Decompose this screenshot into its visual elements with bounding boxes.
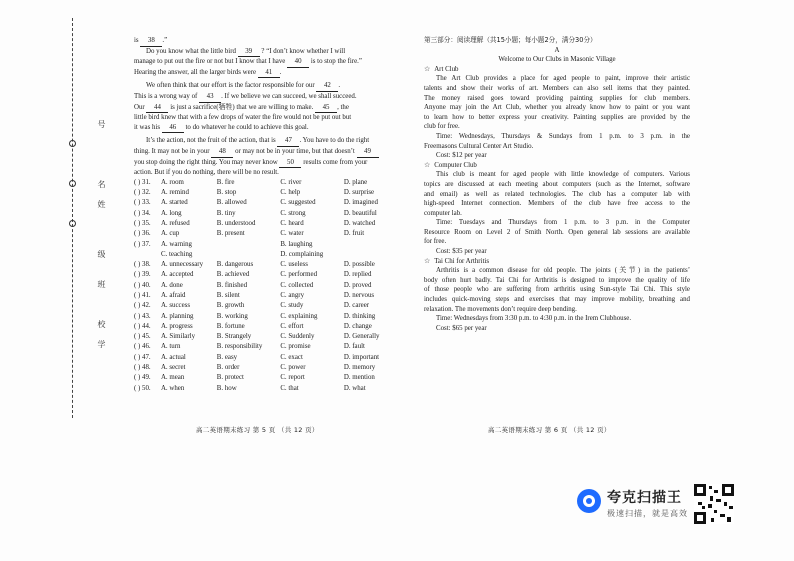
option-d: D. fault [343,343,365,351]
option-c: C. explaining [280,312,318,320]
option-b: B. stop [216,189,237,197]
option-d: D. important [343,353,380,361]
cloze-column [134,36,392,394]
option-b: B. tiny [216,209,236,217]
option-d [344,240,392,250]
club-name: Art Club [434,65,459,73]
question-number: ( ) 32. [134,189,151,197]
binding-label: 名 [97,180,106,188]
option-c: C. angry [280,291,305,299]
question-number: ( ) 36. [134,230,151,238]
option-d: D. thinking [343,312,376,320]
club-lines-line: to learn how to better express your creativity. Painting supplies are provided by the [424,113,690,121]
club-time_lines-line: Freemasons Cultural Center Art Studio. [424,142,534,150]
option-d: D. memory [343,364,376,372]
reading-column [424,36,690,333]
option-b: B. growth [216,302,245,310]
passage-line: it was his 46 to do whatever he could to achieve this goal. [134,123,392,134]
option-row [134,219,392,229]
club-lines-line: The Art Club provides a place for aged people to paint, improve their artistic [436,75,690,83]
option-row [134,312,392,322]
club-name: Tai Chi for Arthritis [434,257,490,265]
option-row [134,250,392,260]
club-lines-line: computer lab. [424,209,462,217]
option-row [134,353,392,363]
club-heading [424,257,690,267]
option-a: A. progress [160,322,193,330]
option-d: D. beautiful [343,209,377,217]
question-number [134,250,161,260]
option-a: A. mean [160,374,185,382]
passage-line: Our 44 is just a sacrifice(牺牲) that we are willing to make. 45 , the [134,103,392,114]
option-d: D. plane [343,178,368,186]
question-number: ( ) 48. [134,364,151,372]
question-number: ( ) 42. [134,302,151,310]
binding-hole [69,220,76,227]
option-d: D. fruit [343,230,365,238]
option-c: C. strong [280,209,306,217]
watermark-title: 夸克扫描王 [607,490,682,506]
option-b: B. how [216,384,237,392]
scanner-logo-icon [577,489,601,513]
option-d: D. nervous [343,291,375,299]
option-d: D. mention [343,374,375,382]
option-a: A. planning [160,312,194,320]
club-cost: Cost: $35 per year [436,248,487,256]
club-heading [424,161,690,171]
passage-line: little bird knew that with a few drops of water the fire would not be put out but [134,114,352,122]
club-cost: Cost: $65 per year [436,324,487,332]
passage-line: is 38 .” [134,36,392,47]
option-b: B. order [216,364,240,372]
option-b: B. fortune [216,322,245,330]
binding-hole [69,140,76,147]
option-a: A. afraid [160,291,186,299]
option-b: B. dangerous [216,261,254,269]
option-d: D. Generally [343,333,380,341]
passage-line: you stop doing the right thing. You may never know 50 results come from your [134,158,392,169]
option-b: B. understood [216,219,256,227]
option-c: B. laughing [280,240,313,248]
club-time_lines-line: for free. [424,238,447,246]
passage-line: Do you know what the little bird 39 ? “I don’t know whether I will [134,47,392,58]
passage-line: Hearing the answer, all the larger birds were 41 . [134,68,392,79]
option-c: C. useless [280,261,308,269]
option-b: B. finished [216,281,248,289]
passage-line: thing. It may not be in your 48 or may not be in your time, but that doesn’t 49 [134,147,392,158]
star-icon: ☆ [424,161,431,169]
club-lines-line: high-speed Internet connection. Members of the club have free access to the [424,200,690,208]
option-c: C. power [280,364,306,372]
option-d: D. what [343,384,366,392]
option-a: A. refused [160,219,190,227]
club-lines-line: talents and show their works of art. Members can also sell items that they painted. [424,84,690,92]
question-number: ( ) 43. [134,312,151,320]
option-a: A. success [160,302,191,310]
binding-dashed-line [72,18,73,418]
option-c: C. Suddenly [280,333,315,341]
watermark-subtitle: 极速扫描，就是高效 [607,509,688,518]
club-lines-line: relaxation. The movements don’t require deep bending. [424,305,577,313]
option-row [134,198,392,208]
passage-line: We often think that our effort is the factor responsible for our 42 . [134,81,392,92]
option-a: A. done [160,281,183,289]
club-lines-line: Arthritis is a common disease for old people. The joints (关节) in the patients’ [436,267,690,275]
question-number: ( ) 41. [134,291,151,299]
club-lines-line: body often hurt badly. Tai Chi for Arthritis is designed to improve the quality of life [424,276,690,284]
passage-letter: A [554,46,560,54]
passage-line: manage to put out the fire or not but I know that I have 40 is to stop the fire.” [134,57,392,68]
binding-label: 号 [97,120,106,128]
club-name: Computer Club [434,161,477,169]
option-a: A. unnecessary [160,261,204,269]
option-row [134,229,392,239]
option-d: D. proved [343,281,372,289]
option-d: D. career [343,302,370,310]
club-lines-line: This club is meant for aged people with little knowledge of computers. Various [436,171,690,179]
question-number: ( ) 50. [134,384,151,392]
question-number: ( ) 38. [134,261,151,269]
option-row [134,209,392,219]
passage-line: This is a wrong way of 43 . If we believe we can succeed, we shall succeed. [134,92,392,103]
option-d: D. possible [343,261,375,269]
option-b: B. achieved [216,271,250,279]
question-number: ( ) 33. [134,199,151,207]
option-d [344,250,392,260]
option-row [134,322,392,332]
question-number: ( ) 47. [134,353,151,361]
option-a: A. actual [160,353,186,361]
option-row [134,270,392,280]
club-time_lines-line: Resource Room on Level 2 of Smith North. Open general lab sessions are available [424,228,690,236]
club-lines-line: club for free. [424,123,460,131]
option-row [134,301,392,311]
binding-label: 姓 [97,200,106,208]
page-footer-right: 高二英语期末练习 第 6 页 （共 12 页） [488,426,611,434]
option-d: D. replied [343,271,372,279]
option-d: D. imagined [343,199,378,207]
binding-strip [0,0,120,561]
option-a: A. Similarly [160,333,196,341]
passage-line: It’s the action, not the fruit of the action, that is 47 . You have to do the right [134,136,392,147]
club-time_lines-line: Time: Tuesdays and Thursdays from 1 p.m. to 3 p.m. in the Computer [436,219,690,227]
club-list [424,65,690,334]
club-lines-line: includes quick-moving steps and exercises that may improve mobility, breathing and [424,296,690,304]
option-c: C. report [280,374,305,382]
option-a: C. teaching [160,250,193,258]
binding-label: 班 [97,280,106,288]
option-b: B. working [216,312,248,320]
passage-line: action. But if you do nothing, there will be no result. [134,169,279,177]
option-c: C. that [280,384,299,392]
binding-label: 级 [97,250,106,258]
option-row [134,384,392,394]
option-b: B. present [216,230,245,238]
option-b: B. allowed [216,199,247,207]
option-b: B. protect [216,374,244,382]
option-c: C. help [280,189,301,197]
option-b: B. fire [216,178,235,186]
question-number: ( ) 44. [134,322,151,330]
option-b: B. easy [216,353,238,361]
club-heading [424,65,690,75]
question-number: ( ) 40. [134,281,151,289]
option-d: D. change [343,322,372,330]
option-b: B. Strangely [216,333,252,341]
option-c: C. effort [280,322,304,330]
option-c: C. study [280,302,304,310]
option-c: C. exact [280,353,303,361]
option-d: D. surprise [343,189,375,197]
option-row [134,188,392,198]
option-b [217,240,281,250]
option-row [134,291,392,301]
option-a: A. secret [160,364,186,372]
scanner-watermark [577,484,737,530]
question-number: ( ) 35. [134,219,151,227]
option-a: A. room [160,178,184,186]
option-row [134,178,392,188]
option-c: D. complaining [280,250,324,258]
binding-hole [69,180,76,187]
option-a: A. cup [160,230,180,238]
star-icon: ☆ [424,65,431,73]
option-c: C. water [280,230,304,238]
option-row [134,260,392,270]
passage-title: Welcome to Our Clubs in Masonic Village [498,56,616,64]
option-row [134,240,392,250]
binding-label: 学 [97,340,106,348]
option-row [134,332,392,342]
star-icon: ☆ [424,257,431,265]
club-lines-line: The money raised goes toward providing painting supplies for club members. [424,94,690,102]
club-lines-line: and email) as well as related technologies. The club has a computer lab with [424,190,690,198]
option-c: C. heard [280,219,304,227]
option-c: C. collected [280,281,314,289]
option-c: C. suggested [280,199,316,207]
club-time_lines-line: Time: Wednesdays from 3:30 p.m. to 4:30 p.m. in the Irem Clubhouse. [436,315,632,323]
option-a: A. long [160,209,182,217]
option-d: D. watched [343,219,376,227]
option-row [134,281,392,291]
question-number: ( ) 46. [134,343,151,351]
question-number: ( ) 34. [134,209,151,217]
question-number: ( ) 37. [134,240,151,248]
question-number: ( ) 49. [134,374,151,382]
option-c: C. river [280,178,302,186]
option-b [217,250,281,260]
option-a: A. warning [160,240,192,248]
club-time_lines-line: Time: Wednesdays, Thursdays & Sundays from 1 p.m. to 3 p.m. in the [436,132,690,140]
option-row [134,342,392,352]
option-c: C. performed [280,271,318,279]
club-lines-line: of those people who are suffering from arthritis using Sun-style Tai Chi. This style [424,286,690,294]
club-lines-line: topics are discussed at each meeting about computers (such as the Internet, software [424,180,690,188]
option-row [134,363,392,373]
question-number: ( ) 31. [134,178,151,186]
page-footer-left: 高二英语期末练习 第 5 页 （共 12 页） [196,426,319,434]
question-number: ( ) 39. [134,271,151,279]
option-a: A. turn [160,343,181,351]
club-lines-line: Anyone may join the Art Club, whether you already know how to paint or you want [424,104,690,112]
binding-label: 校 [97,320,106,328]
question-number: ( ) 45. [134,333,151,341]
option-row [134,373,392,383]
option-a: A. when [160,384,185,392]
option-b: B. silent [216,291,240,299]
section-heading: 第三部分：阅读理解（共15小题；每小题2分，满分30分） [424,36,597,44]
option-a: A. accepted [160,271,194,279]
option-b: B. responsibility [216,343,263,351]
qr-code-icon [694,484,734,524]
option-c: C. promise [280,343,311,351]
answer-options [134,178,392,394]
option-a: A. remind [160,189,189,197]
option-a: A. started [160,199,188,207]
club-cost: Cost: $12 per year [436,152,487,160]
